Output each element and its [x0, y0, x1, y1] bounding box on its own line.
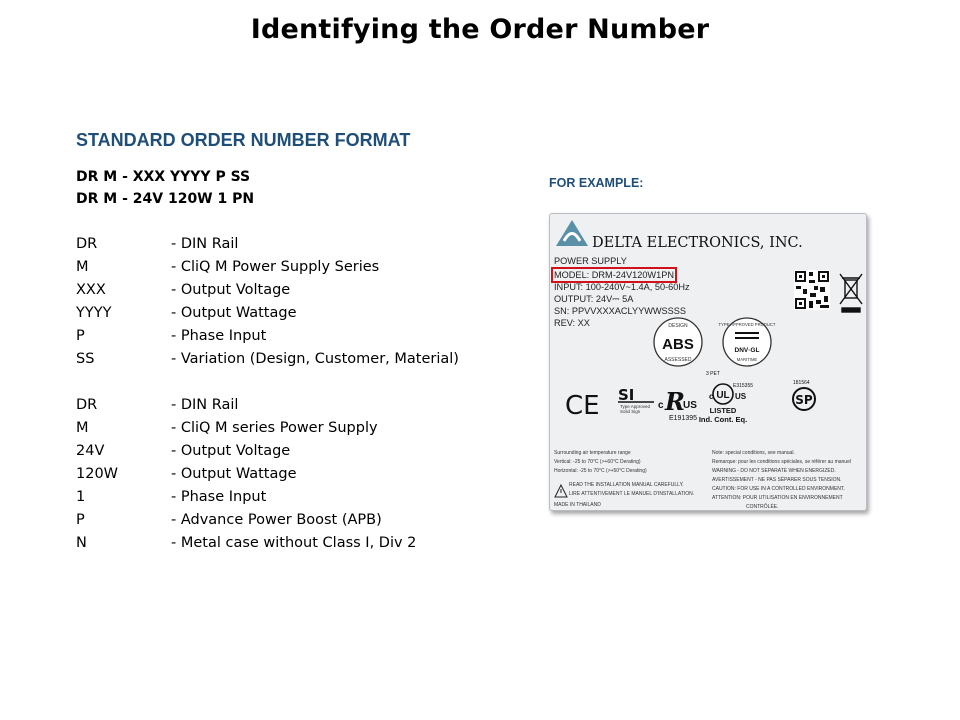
definition-desc: - DIN Rail: [171, 397, 239, 413]
svg-text:SI: SI: [618, 386, 635, 404]
note-line: LIRE ATTENTIVEMENT LE MANUEL D'INSTALLATION.: [569, 491, 695, 497]
si-logo-icon: [618, 386, 654, 414]
definition-row: [76, 328, 266, 348]
note-line: AVERTISSEMENT - NE PAS SÉPARER SOUS TENSION.: [712, 477, 842, 483]
definition-desc: - CliQ M series Power Supply: [171, 420, 378, 436]
svg-text:TYPE APPROVED PRODUCT: TYPE APPROVED PRODUCT: [718, 322, 776, 327]
svg-text:181564: 181564: [793, 380, 810, 386]
format-generic: DR M - XXX YYYY P SS: [76, 169, 251, 185]
definition-code: M: [76, 259, 89, 275]
definition-row: [76, 443, 290, 463]
note-line: ATTENTION: POUR UTILISATION EN ENVIRONNEMENT: [712, 495, 843, 501]
definition-code: 1: [76, 489, 86, 505]
product-type: POWER SUPPLY: [554, 256, 627, 266]
definition-desc: - Phase Input: [171, 328, 267, 344]
definition-row: [76, 512, 382, 532]
note-line: READ THE INSTALLATION MANUAL CAREFULLY.: [569, 482, 684, 488]
definition-row: [76, 397, 238, 417]
definition-row: [76, 535, 416, 555]
definition-row: [76, 420, 378, 440]
definition-desc: - Phase Input: [171, 489, 267, 505]
definition-desc: - Metal case without Class I, Div 2: [171, 535, 417, 551]
definition-desc: - Output Voltage: [171, 282, 291, 298]
svg-text:US: US: [735, 392, 747, 401]
definition-row: [76, 236, 238, 256]
definition-desc: - Output Wattage: [171, 305, 297, 321]
svg-text:UL: UL: [716, 390, 730, 401]
serial-line: SN: PPVVXXXACLYYWWSSSS: [554, 306, 687, 316]
input-line: INPUT: 100-240V~1.4A, 50-60Hz: [554, 282, 690, 292]
definition-desc: - Output Voltage: [171, 443, 291, 459]
ce-mark-icon: CE: [565, 391, 600, 421]
svg-text:LISTED: LISTED: [709, 406, 737, 415]
definition-desc: - Variation (Design, Customer, Material): [171, 351, 459, 367]
svg-text:Type Approved: Type Approved: [620, 404, 651, 409]
output-line: OUTPUT: 24V⎓ 5A: [554, 294, 634, 304]
warning-triangle-icon: [555, 485, 567, 497]
definition-row: [76, 466, 297, 486]
note-line: Note: special conditions, see manual.: [712, 450, 795, 456]
svg-text:c: c: [709, 392, 714, 401]
definition-code: M: [76, 420, 89, 436]
made-in-line: MADE IN THAILAND: [554, 502, 601, 508]
slide-title: Identifying the Order Number: [250, 14, 710, 45]
svg-text:E315355: E315355: [733, 383, 754, 389]
dnv-gl-logo-icon: [718, 318, 775, 366]
definition-code: 24V: [76, 443, 105, 459]
definition-desc: - CliQ M Power Supply Series: [171, 259, 380, 275]
note-line: Surrounding air temperature range: [554, 450, 631, 456]
section-title: STANDARD ORDER NUMBER FORMAT: [76, 130, 411, 150]
ul-listed-icon: [699, 371, 753, 424]
definition-code: SS: [76, 351, 95, 367]
definition-code: P: [76, 328, 85, 344]
svg-text:DESIGN: DESIGN: [668, 323, 688, 329]
svg-text:Ind. Cont. Eq.: Ind. Cont. Eq.: [698, 415, 748, 424]
note-line: Horizontal: -25 to 70°C (>+50°C Derating): [554, 468, 647, 474]
definition-row: [76, 259, 379, 279]
svg-text:ASSESSED: ASSESSED: [664, 357, 692, 363]
ul-recognized-icon: [658, 387, 697, 422]
definition-row: [76, 282, 290, 302]
note-line: Remarque: pour les conditions spéciales, se référer au manuel: [712, 459, 851, 465]
definition-row: [76, 351, 459, 371]
svg-text:Solid Sign: Solid Sign: [620, 409, 641, 414]
weee-bin-icon: [840, 274, 862, 312]
svg-text:DNV·GL: DNV·GL: [734, 347, 760, 354]
svg-text:MARITIME: MARITIME: [736, 357, 758, 362]
note-line: WARNING - DO NOT SEPARATE WHEN ENERGIZED.: [712, 468, 836, 474]
note-line: CAUTION: FOR USE IN A CONTROLLED ENVIRONMENT.: [712, 486, 845, 492]
definition-desc: - Advance Power Boost (APB): [171, 512, 382, 528]
qr-code-icon: [794, 270, 830, 310]
delta-logo-icon: [556, 220, 588, 246]
definition-code: DR: [76, 236, 98, 252]
svg-text:ABS: ABS: [662, 336, 694, 353]
note-line: CONTRÔLÉE.: [746, 504, 779, 510]
definition-code: DR: [76, 397, 98, 413]
definition-code: P: [76, 512, 85, 528]
definition-code: YYYY: [76, 305, 112, 321]
revision-line: REV: XX: [554, 318, 590, 328]
csa-logo-icon: [793, 380, 815, 410]
definition-row: [76, 489, 266, 509]
svg-text:c: c: [658, 400, 664, 411]
company-name: DELTA ELECTRONICS, INC.: [592, 235, 803, 251]
svg-text:R: R: [665, 387, 685, 416]
definition-code: 120W: [76, 466, 119, 482]
example-label: FOR EXAMPLE:: [549, 176, 644, 190]
svg-text:SP: SP: [795, 393, 813, 407]
model-line: MODEL: DRM-24V120W1PN: [554, 270, 674, 280]
definition-code: N: [76, 535, 87, 551]
definition-desc: - Output Wattage: [171, 466, 297, 482]
note-line: Vertical: -25 to 70°C (>+60°C Derating): [554, 459, 641, 465]
svg-text:3 PET: 3 PET: [706, 371, 720, 377]
svg-text:E191395: E191395: [669, 415, 698, 422]
product-label-image: [549, 213, 867, 511]
svg-text:US: US: [683, 400, 697, 411]
format-example: DR M - 24V 120W 1 PN: [76, 191, 255, 207]
definition-desc: - DIN Rail: [171, 236, 239, 252]
abs-logo-icon: [654, 318, 702, 366]
definition-code: XXX: [76, 282, 106, 298]
definition-row: [76, 305, 297, 325]
